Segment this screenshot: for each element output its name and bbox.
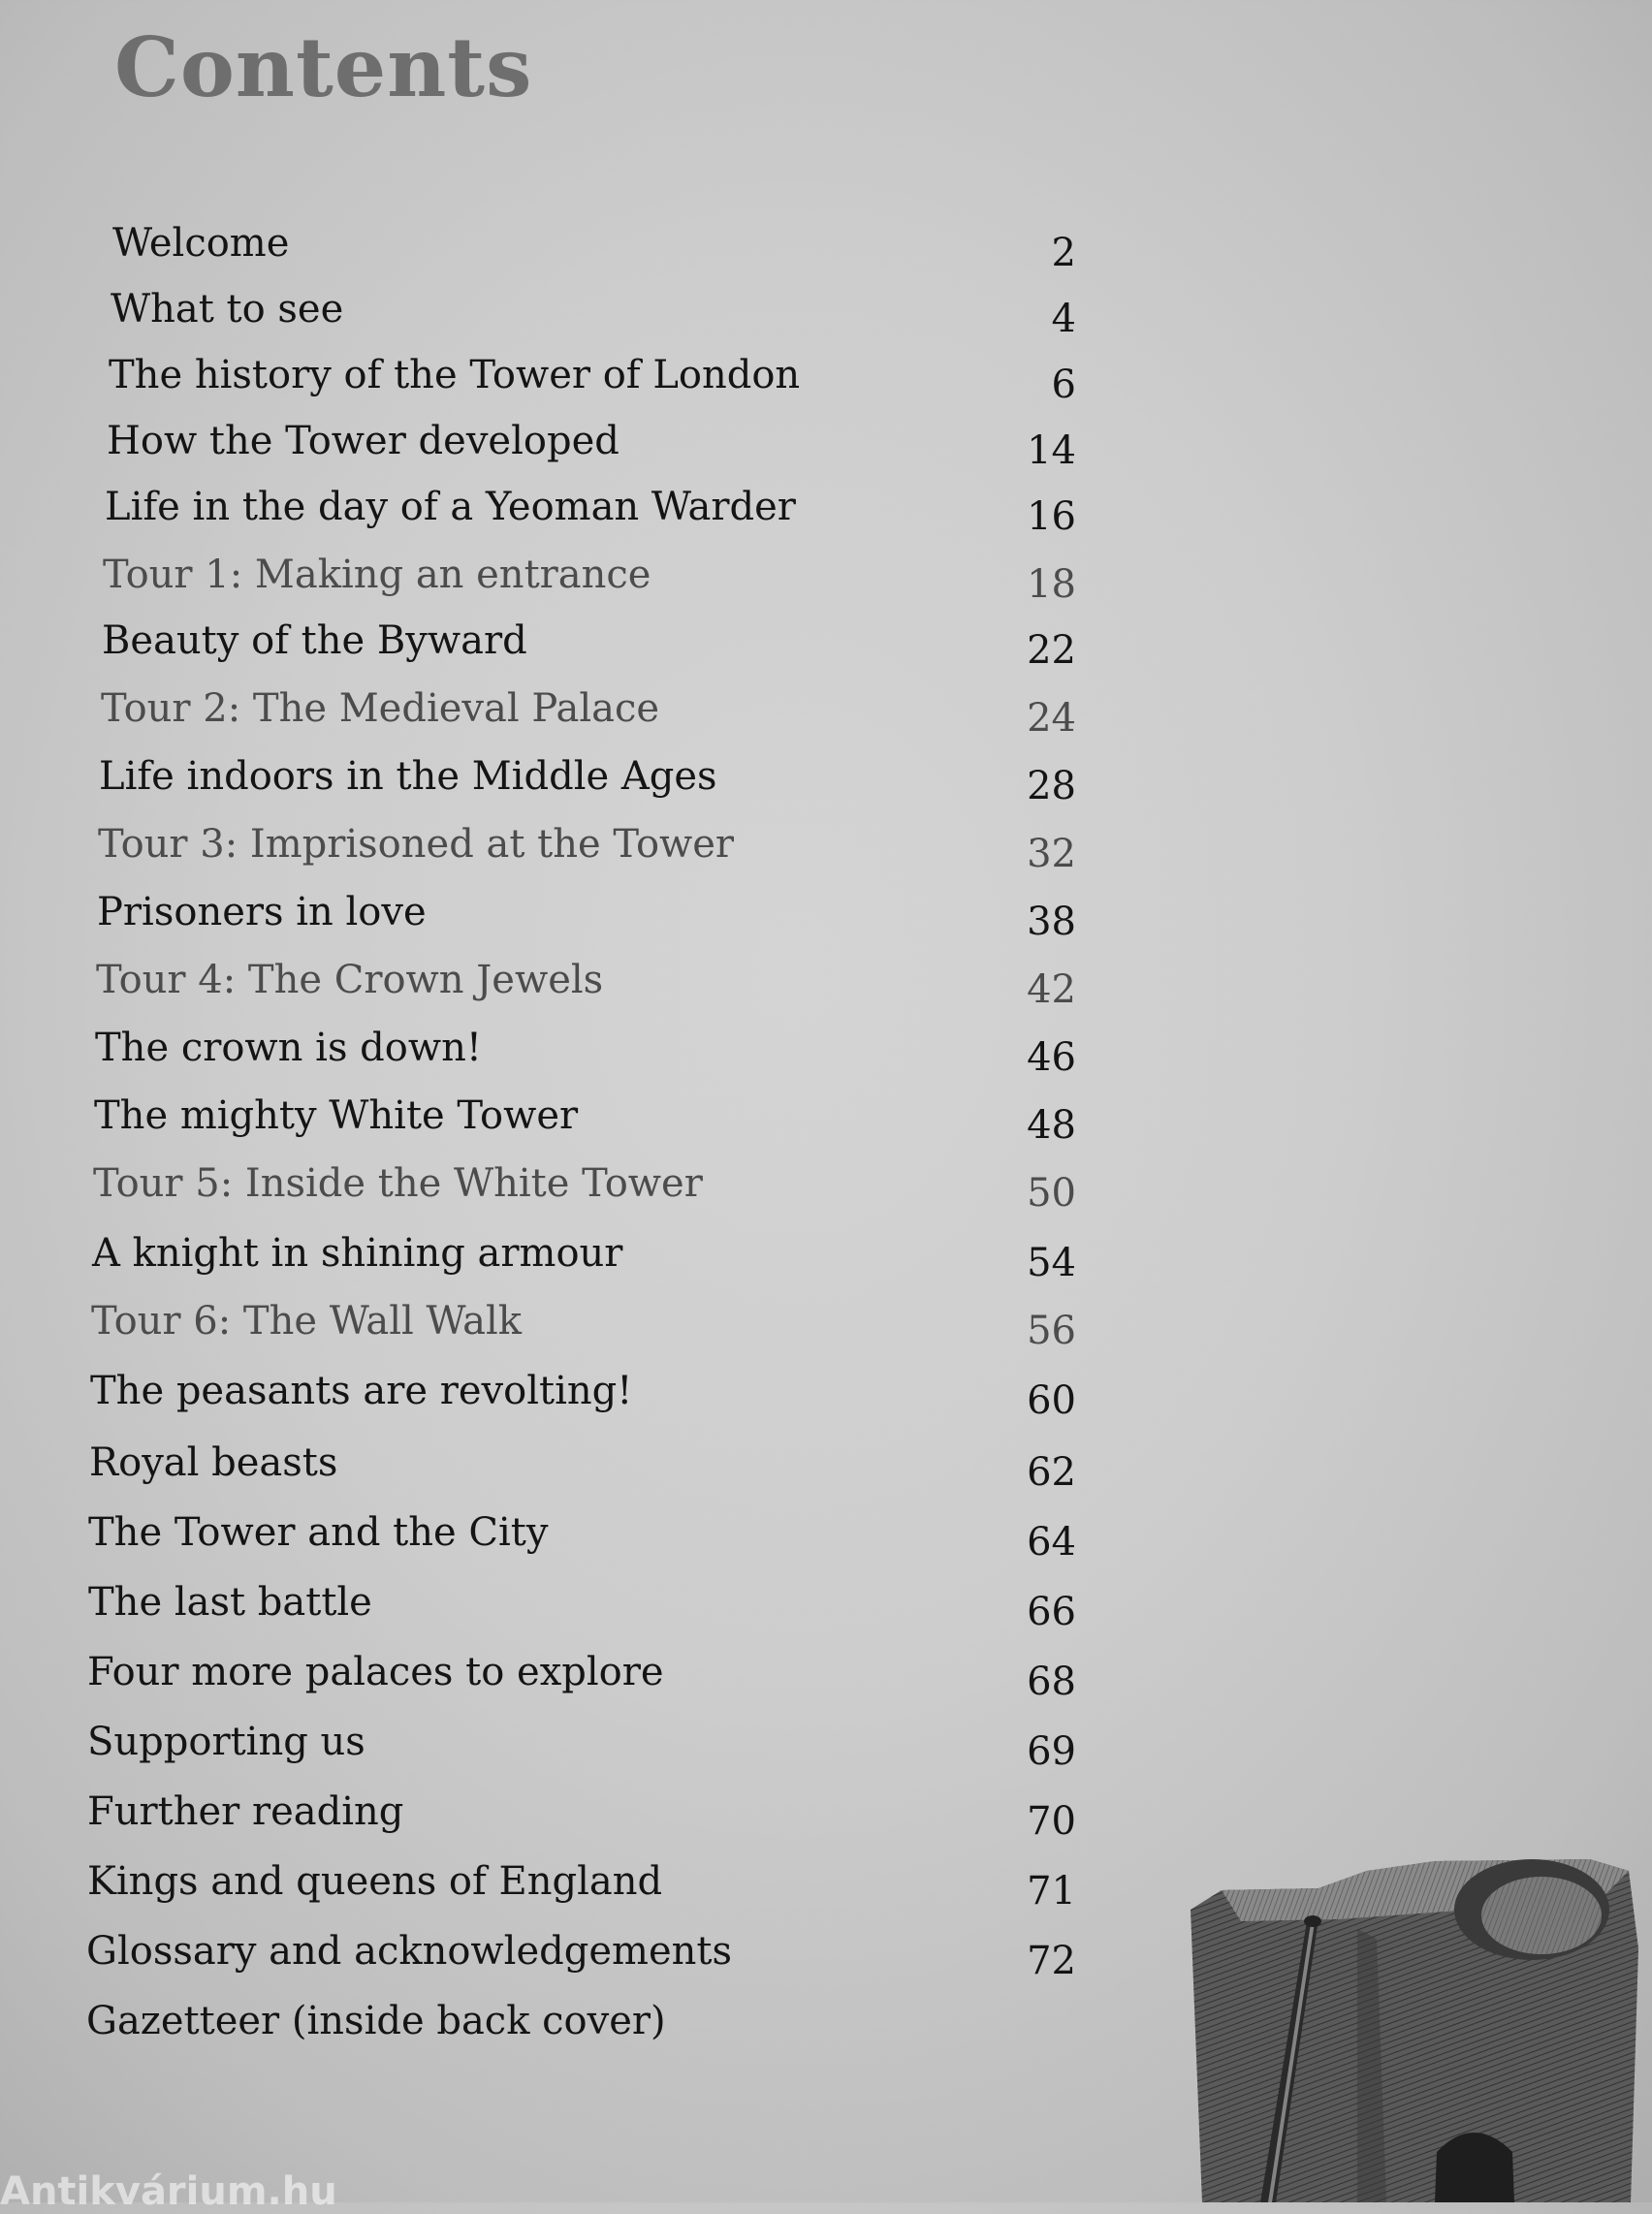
- toc-entry-title: Prisoners in love: [97, 890, 427, 934]
- toc-entry-title: Gazetteer (inside back cover): [86, 1999, 666, 2043]
- toc-entry-page-number: 32: [1027, 832, 1076, 876]
- toc-entry: [0, 1999, 1115, 2057]
- watermark: Antikvárium.hu: [0, 2169, 337, 2214]
- toc-entry-page-number: 54: [1027, 1241, 1076, 1285]
- toc-entry-page-number: 24: [1027, 696, 1076, 741]
- toc-entry-page-number: 70: [1027, 1799, 1076, 1844]
- toc-entry-page-number: 62: [1027, 1450, 1076, 1495]
- toc-entry-title: Four more palaces to explore: [87, 1650, 664, 1694]
- toc-entry: [0, 553, 1115, 611]
- toc-entry: [0, 1369, 1115, 1427]
- toc-entry-title: Further reading: [87, 1789, 404, 1834]
- toc-entry: [0, 1580, 1115, 1638]
- toc-entry-title: Glossary and acknowledgements: [86, 1929, 732, 1974]
- toc-entry-page-number: 69: [1027, 1729, 1076, 1774]
- toc-entry: [0, 1789, 1115, 1848]
- toc-entry: [0, 419, 1115, 477]
- toc-entry: [0, 1720, 1115, 1778]
- toc-entry: [0, 822, 1115, 880]
- toc-entry-page-number: 50: [1027, 1171, 1076, 1216]
- toc-entry-page-number: 68: [1027, 1660, 1076, 1704]
- toc-entry-title: Tour 2: The Medieval Palace: [101, 686, 660, 731]
- toc-entry-title: Supporting us: [87, 1720, 365, 1764]
- toc-entry: [0, 485, 1115, 543]
- toc-entry-page-number: 71: [1027, 1869, 1076, 1914]
- toc-entry-title: Tour 3: Imprisoned at the Tower: [98, 822, 735, 867]
- toc-entry: [0, 1859, 1115, 1917]
- toc-entry-page-number: 46: [1027, 1035, 1076, 1080]
- toc-entry: [0, 221, 1115, 279]
- toc-entry-title: Life in the day of a Yeoman Warder: [105, 485, 796, 529]
- page-title: Contents: [114, 19, 533, 115]
- toc-entry-page-number: 2: [1051, 231, 1076, 275]
- toc-entry-page-number: 60: [1027, 1378, 1076, 1423]
- toc-entry-page-number: 16: [1027, 494, 1076, 539]
- toc-entry-title: Tour 6: The Wall Walk: [91, 1299, 523, 1344]
- toc-entry-page-number: 38: [1027, 900, 1076, 944]
- toc-entry-title: How the Tower developed: [107, 419, 620, 463]
- toc-entry-title: A knight in shining armour: [92, 1231, 623, 1276]
- toc-entry-title: The last battle: [88, 1580, 372, 1625]
- toc-entry: [0, 686, 1115, 744]
- toc-entry-page-number: 4: [1051, 297, 1076, 341]
- toc-entry-page-number: 18: [1027, 562, 1076, 607]
- toc-entry: [0, 1510, 1115, 1568]
- toc-entry: [0, 1929, 1115, 1987]
- toc-entry: [0, 1650, 1115, 1708]
- toc-entry-page-number: 42: [1027, 967, 1076, 1012]
- toc-entry: [0, 287, 1115, 345]
- toc-entry: [0, 1440, 1115, 1499]
- toc-entry-title: The mighty White Tower: [94, 1093, 579, 1138]
- toc-entry-title: Royal beasts: [89, 1440, 338, 1485]
- toc-entry-title: The Tower and the City: [88, 1510, 549, 1555]
- toc-entry: [0, 1093, 1115, 1152]
- toc-entry-page-number: 22: [1027, 628, 1076, 673]
- toc-entry-page-number: 72: [1027, 1939, 1076, 1983]
- toc-entry-title: Tour 5: Inside the White Tower: [93, 1161, 703, 1206]
- toc-entry-title: Tour 4: The Crown Jewels: [96, 958, 604, 1002]
- toc-entry: [0, 1299, 1115, 1357]
- toc-entry-page-number: 66: [1027, 1590, 1076, 1634]
- toc-entry-title: The crown is down!: [95, 1026, 482, 1070]
- toc-entry-title: The peasants are revolting!: [90, 1369, 633, 1413]
- toc-entry-page-number: 28: [1027, 764, 1076, 808]
- toc-entry: [0, 618, 1115, 677]
- toc-entry-page-number: 64: [1027, 1520, 1076, 1565]
- toc-entry-title: Kings and queens of England: [87, 1859, 663, 1904]
- toc-entry-page-number: 56: [1027, 1309, 1076, 1353]
- toc-entry-title: Tour 1: Making an entrance: [103, 553, 651, 597]
- toc-entry-title: Life indoors in the Middle Ages: [99, 754, 717, 799]
- toc-entry: [0, 890, 1115, 948]
- stone-block-illustration: [1183, 1832, 1652, 2202]
- toc-entry-title: What to see: [111, 287, 344, 332]
- toc-entry-page-number: 48: [1027, 1103, 1076, 1148]
- toc-entry: [0, 958, 1115, 1016]
- toc-entry-title: Welcome: [112, 221, 290, 266]
- toc-entry-title: Beauty of the Byward: [102, 618, 527, 663]
- toc-entry: [0, 754, 1115, 812]
- toc-entry: [0, 1161, 1115, 1219]
- toc-entry: [0, 1231, 1115, 1289]
- toc-entry-page-number: 6: [1051, 363, 1076, 407]
- toc-entry-page-number: 14: [1027, 428, 1076, 473]
- toc-entry: [0, 1026, 1115, 1084]
- toc-entry-title: The history of the Tower of London: [109, 353, 801, 397]
- toc-entry: [0, 353, 1115, 411]
